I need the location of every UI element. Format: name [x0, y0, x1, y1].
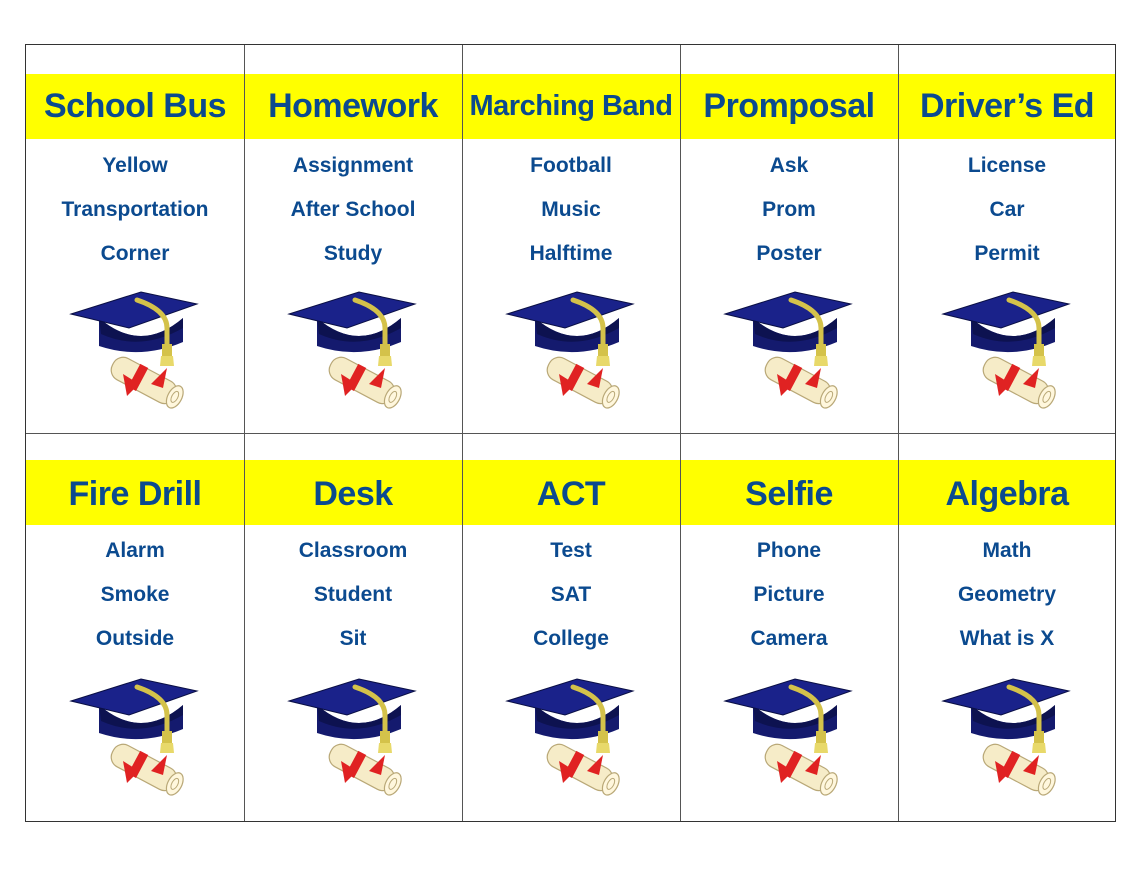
word-card [462, 45, 680, 821]
word-card [244, 45, 462, 821]
card-title: Selfie [745, 475, 833, 513]
card-word: Car [989, 198, 1025, 221]
card-word: Alarm [105, 539, 165, 562]
card-word: Student [313, 583, 393, 606]
card-word: Yellow [102, 154, 168, 177]
card-word: Football [530, 154, 612, 177]
card-word-list [26, 529, 244, 661]
card-word-list [462, 529, 680, 661]
word-card [898, 45, 1116, 821]
card-word: Picture [753, 583, 825, 606]
card-word-list [244, 529, 462, 661]
graduation-cap-diploma-icon [938, 675, 1078, 805]
card-word: Test [550, 539, 592, 562]
word-card [26, 45, 244, 821]
card-title: Driver’s Ed [919, 87, 1095, 125]
card-word: Ask [769, 154, 809, 177]
graduation-cap-diploma-icon [66, 675, 206, 805]
card-sheet [25, 44, 1116, 822]
card-word: Prom [762, 198, 816, 221]
card-word: Assignment [292, 154, 414, 177]
card-title: Fire Drill [68, 475, 202, 513]
card-word: SAT [550, 583, 592, 606]
card-title: Algebra [945, 475, 1069, 513]
card-title: Desk [313, 475, 393, 513]
card-word: License [967, 154, 1047, 177]
card-word: Classroom [298, 539, 408, 562]
card-word: After School [290, 198, 416, 221]
card-word: Camera [750, 627, 828, 650]
card-title: Promposal [703, 87, 875, 125]
card-word: Smoke [100, 583, 170, 606]
card-word-list [680, 529, 898, 661]
card-word: What is X [959, 627, 1055, 650]
card-title: Homework [268, 87, 438, 125]
card-word: Sit [339, 627, 367, 650]
card-word: Corner [100, 242, 170, 265]
card-word: Permit [974, 242, 1040, 265]
card-word: Music [541, 198, 601, 221]
card-title: ACT [536, 475, 606, 513]
graduation-cap-diploma-icon [720, 675, 860, 805]
card-word: Halftime [529, 242, 613, 265]
card-word: Geometry [957, 583, 1057, 606]
card-title: School Bus [43, 87, 227, 125]
card-word: College [533, 627, 609, 650]
card-word: Transportation [61, 198, 209, 221]
card-word: Poster [756, 242, 822, 265]
word-card [680, 45, 898, 821]
card-word: Study [323, 242, 383, 265]
card-word: Math [982, 539, 1032, 562]
graduation-cap-diploma-icon [284, 675, 424, 805]
card-word-list [898, 529, 1116, 661]
graduation-cap-diploma-icon [502, 675, 642, 805]
card-word: Phone [756, 539, 822, 562]
card-title: Marching Band [469, 90, 673, 122]
card-word: Outside [95, 627, 175, 650]
